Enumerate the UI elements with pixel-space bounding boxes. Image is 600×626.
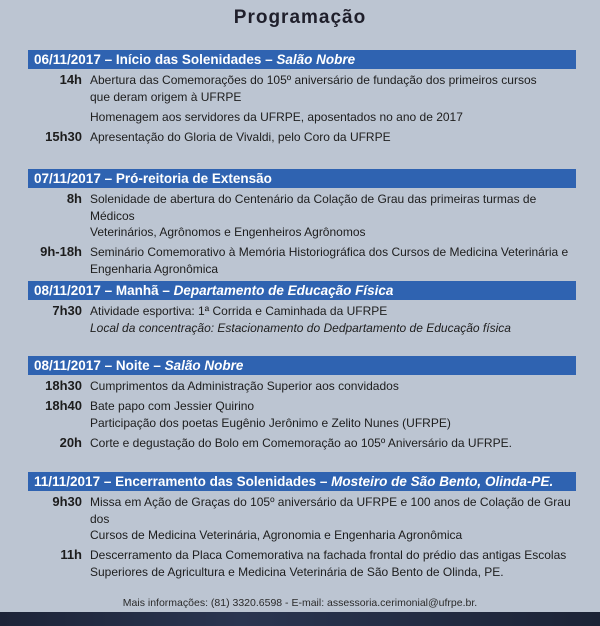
day-header (28, 50, 576, 69)
item-text: Descerramento da Placa Comemorativa na fachada frontal do prédio das antigas Escolas (90, 548, 567, 562)
day-place: Salão Nobre (276, 52, 356, 67)
item-text: Homenagem aos servidores da UFRPE, aposentados no ano de 2017 (90, 109, 463, 124)
item-time: 18h30 (45, 378, 82, 393)
item-text: Missa em Ação de Graças do 105º aniversário da UFRPE e 100 anos de Colação de Grau dos (90, 495, 571, 526)
schedule-item (28, 244, 576, 277)
schedule-day-11-11 (28, 472, 576, 584)
day-header (28, 472, 576, 491)
day-header (28, 169, 576, 188)
item-time: 15h30 (45, 128, 82, 144)
day-place: Mosteiro de São Bento, Olinda-PE. (331, 474, 554, 489)
schedule-item (28, 398, 576, 431)
schedule-item (28, 378, 576, 395)
schedule-item (28, 303, 576, 336)
item-text: Superiores de Agricultura e Medicina Veterinária de São Bento de Olinda, PE. (90, 564, 504, 579)
day-date: 08/11/2017 – Manhã – (34, 283, 174, 298)
day-header (28, 281, 576, 300)
schedule-item (28, 494, 576, 544)
decorative-bottom-band (0, 612, 600, 626)
schedule-item (28, 435, 576, 452)
schedule-day-08-11-night (28, 356, 576, 455)
day-date: 08/11/2017 – Noite – (34, 358, 165, 373)
schedule-day-07-11 (28, 169, 576, 281)
day-date: 07/11/2017 – Pró-reitoria de Extensão (34, 171, 272, 186)
item-text: Abertura das Comemorações do 105º aniversário de fundação dos primeiros cursos (90, 73, 537, 87)
item-time: 20h (59, 434, 82, 450)
item-text: Engenharia Agronômica (90, 261, 219, 276)
item-text: Apresentação do Gloria de Vivaldi, pelo Coro da UFRPE (90, 129, 391, 144)
schedule-item (28, 547, 576, 580)
schedule-item (28, 109, 576, 126)
item-text: Cumprimentos da Administração Superior aos convidados (90, 379, 399, 393)
schedule-item (28, 191, 576, 241)
item-text: Bate papo com Jessier Quirino (90, 399, 255, 413)
item-location-note: Local da concentração: Estacionamento do Dedpartamento de Educação física (90, 320, 511, 335)
item-time: 8h (66, 191, 82, 206)
day-header (28, 356, 576, 375)
day-date: 06/11/2017 – Início das Solenidades – (34, 52, 277, 67)
item-text: Veterinários, Agrônomos e Engenheiros Agrônomos (90, 225, 366, 239)
item-text: Participação dos poetas Eugênio Jerônimo e Zelito Nunes (UFRPE) (90, 415, 451, 430)
schedule-item (28, 72, 576, 105)
contact-footer: Mais informações: (81) 3320.6598 - E-mail: assessoria.cerimonial@ufrpe.br. (122, 597, 478, 609)
item-text: Seminário Comemorativo à Memória Historiográfica dos Cursos de Medicina Veterinária e (90, 245, 569, 259)
item-time: 18h40 (45, 398, 82, 413)
item-time: 9h30 (52, 494, 82, 509)
item-text: Corte e degustação do Bolo em Comemoração ao 105º Aniversário da UFRPE. (90, 435, 512, 450)
item-time: 11h (60, 547, 82, 562)
day-date: 11/11/2017 – Encerramento das Solenidades – (34, 474, 332, 489)
item-text: Solenidade de abertura do Centenário da Colação de Grau das primeiras turmas de Médicos (90, 192, 537, 223)
item-text: Atividade esportiva: 1ª Corrida e Caminhada da UFRPE (90, 304, 388, 318)
page-title: Programação (233, 7, 367, 28)
day-place: Departamento de Educação Física (173, 283, 394, 298)
item-text: que deram origem à UFRPE (90, 89, 242, 104)
day-place: Salão Nobre (164, 358, 244, 373)
schedule-day-08-11-morning (28, 281, 576, 340)
item-time: 9h-18h (40, 244, 82, 259)
schedule-day-06-11 (28, 50, 576, 149)
item-text: Cursos de Medicina Veterinária, Agronomia e Engenharia Agronômica (90, 528, 463, 542)
schedule-item (28, 129, 576, 146)
item-time: 14h (59, 72, 82, 87)
item-time: 7h30 (52, 303, 82, 318)
